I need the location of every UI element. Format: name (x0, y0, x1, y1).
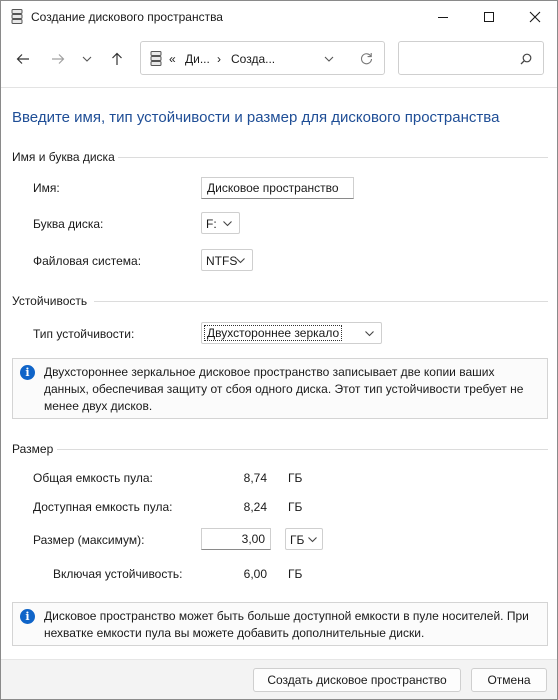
size-input[interactable]: 3,00 (201, 528, 271, 550)
breadcrumb-item-1[interactable]: Ди... (185, 52, 210, 66)
section-divider (57, 449, 548, 450)
page-heading: Введите имя, тип устойчивости и размер для дискового пространства (12, 109, 500, 126)
resiliency-info-text: Двухстороннее зеркальное дисковое пространство записывает две копии ваших данных, обеспечивая защиту от сбоя одного диска. Этот тип устойчивости требует не менее двух дисков. (44, 365, 524, 413)
cancel-button[interactable]: Отмена (471, 668, 547, 692)
dialog-footer (1, 659, 557, 700)
storage-spaces-icon (150, 51, 162, 66)
toolbar-divider (1, 87, 557, 88)
title-bar (1, 1, 557, 33)
size-section-title: Размер (12, 442, 54, 456)
drive-letter-label: Буква диска: (33, 217, 104, 231)
search-box[interactable] (398, 41, 544, 75)
chevron-down-icon (82, 55, 92, 63)
forward-button[interactable] (45, 46, 71, 72)
maximize-button[interactable] (467, 1, 511, 33)
total-capacity-label: Общая емкость пула: (33, 471, 153, 485)
size-info-text: Дисковое пространство может быть больше доступной емкости в пуле носителей. При нехватке емкости пула вы можете добавить дополнительные диски. (44, 609, 529, 640)
total-capacity-value: 8,74 (243, 471, 267, 485)
available-capacity-label: Доступная емкость пула: (33, 500, 173, 514)
chevron-down-icon[interactable] (324, 55, 334, 63)
info-icon: i (20, 609, 35, 624)
section-divider (118, 157, 548, 158)
drive-letter-select[interactable] (201, 212, 240, 234)
name-label: Имя: (33, 181, 60, 195)
search-icon[interactable] (520, 53, 532, 65)
breadcrumb-overflow[interactable]: « (169, 52, 176, 66)
chevron-down-icon (222, 218, 233, 229)
section-divider (94, 301, 548, 302)
window-title: Создание дискового пространства (31, 10, 223, 24)
resiliency-info-box (12, 358, 548, 419)
minimize-button[interactable] (421, 1, 465, 33)
refresh-icon[interactable] (360, 52, 373, 65)
total-capacity-unit: ГБ (288, 471, 303, 485)
file-system-select[interactable] (201, 249, 253, 271)
address-bar[interactable] (140, 41, 385, 75)
arrow-left-icon (16, 53, 30, 65)
breadcrumb-item-2[interactable]: Созда... (231, 52, 276, 66)
name-section-title: Имя и буква диска (12, 150, 115, 164)
chevron-down-icon (235, 255, 246, 266)
resiliency-type-value: Двухстороннее зеркало (207, 326, 340, 340)
drive-letter-value: F: (206, 217, 217, 231)
search-input[interactable] (403, 48, 513, 68)
size-info-box (12, 602, 548, 646)
size-unit-value: ГБ (290, 533, 305, 547)
resiliency-type-select[interactable] (201, 322, 382, 344)
file-system-label: Файловая система: (33, 254, 142, 268)
available-capacity-value: 8,24 (243, 500, 267, 514)
arrow-up-icon (111, 52, 123, 66)
name-input[interactable]: Дисковое пространство (201, 177, 354, 199)
resiliency-section-title: Устойчивость (12, 294, 88, 308)
size-label: Размер (максимум): (33, 533, 145, 547)
up-button[interactable] (104, 46, 130, 72)
create-storage-space-button[interactable]: Создать дисковое пространство (253, 668, 461, 692)
maximize-icon (484, 12, 494, 22)
size-unit-select[interactable] (285, 528, 323, 550)
including-resiliency-label: Включая устойчивость: (53, 567, 183, 581)
including-resiliency-value: 6,00 (243, 567, 267, 581)
info-icon: i (20, 365, 35, 380)
breadcrumb-separator[interactable]: › (217, 52, 221, 66)
resiliency-type-label: Тип устойчивости: (33, 327, 135, 341)
arrow-right-icon (51, 53, 65, 65)
close-icon (529, 11, 541, 23)
minimize-icon (438, 17, 448, 18)
including-resiliency-unit: ГБ (288, 567, 303, 581)
back-button[interactable] (10, 46, 36, 72)
chevron-down-icon (307, 534, 318, 545)
file-system-value: NTFS (206, 254, 238, 268)
available-capacity-unit: ГБ (288, 500, 303, 514)
chevron-down-icon (364, 328, 375, 339)
close-button[interactable] (513, 1, 557, 33)
storage-spaces-icon (11, 9, 23, 24)
recent-locations-button[interactable] (75, 46, 99, 72)
